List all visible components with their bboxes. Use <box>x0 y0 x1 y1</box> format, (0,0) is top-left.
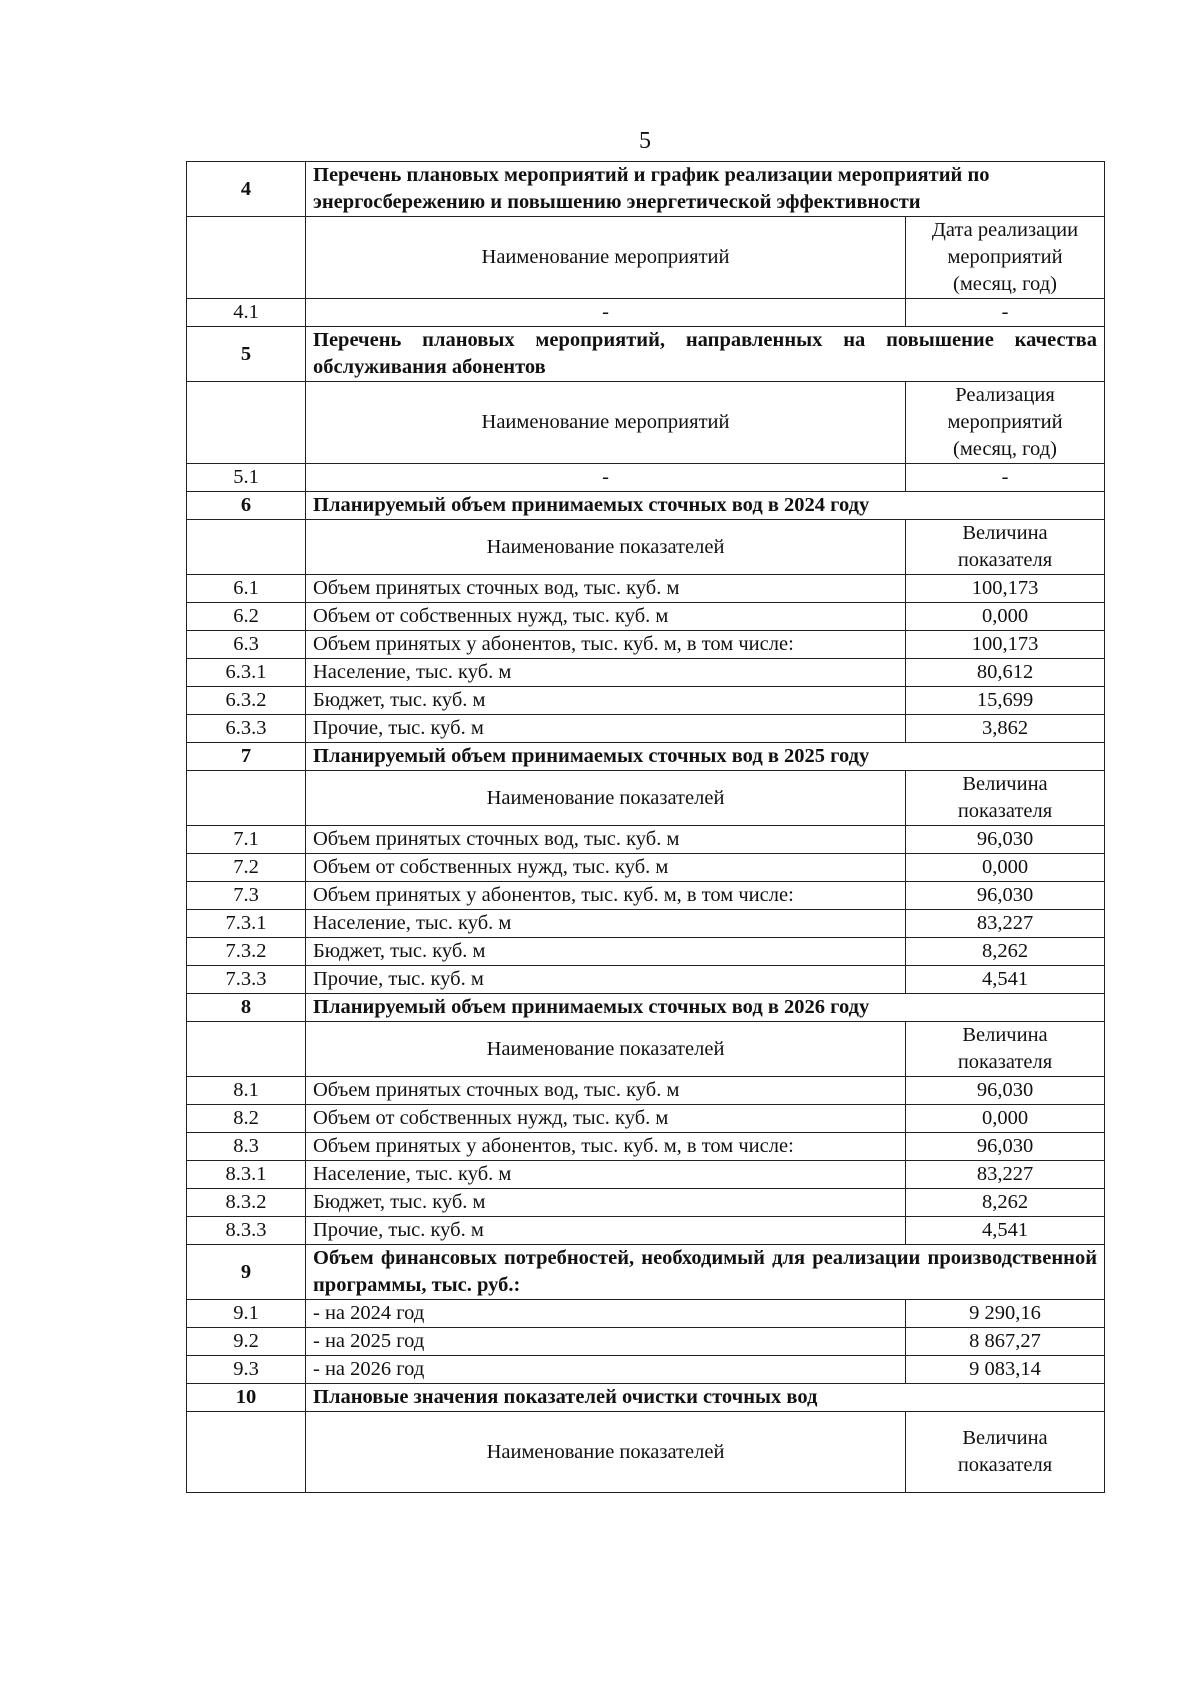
section-row <box>187 1245 1105 1300</box>
row-number: 6.2 <box>187 603 306 631</box>
section-title: Объем финансовых потребностей, необходимый для реализации производственной программы, тыс. руб.: <box>306 1245 1105 1300</box>
table-row <box>187 659 1105 687</box>
header-name-cell: Наименование показателей <box>306 1022 906 1077</box>
row-number: 4.1 <box>187 299 306 327</box>
row-name: Население, тыс. куб. м <box>306 659 906 687</box>
table-row <box>187 938 1105 966</box>
row-value: - <box>906 299 1105 327</box>
section-number: 7 <box>187 743 306 771</box>
header-value-cell: Реализация мероприятий (месяц, год) <box>906 382 1105 464</box>
header-number-cell <box>187 1022 306 1077</box>
header-name-cell: Наименование показателей <box>306 771 906 826</box>
row-number: 7.3.1 <box>187 910 306 938</box>
row-number: 8.3 <box>187 1133 306 1161</box>
table-row <box>187 1077 1105 1105</box>
section-title: Планируемый объем принимаемых сточных вод в 2024 году <box>306 492 1105 520</box>
section-row <box>187 743 1105 771</box>
section-title: Планируемый объем принимаемых сточных вод в 2025 году <box>306 743 1105 771</box>
table-row <box>187 631 1105 659</box>
section-number: 5 <box>187 327 306 382</box>
table-row <box>187 910 1105 938</box>
section-title: Плановые значения показателей очистки сточных вод <box>306 1384 1105 1412</box>
row-number: 7.2 <box>187 854 306 882</box>
row-value: 8 867,27 <box>906 1328 1105 1356</box>
section-number: 10 <box>187 1384 306 1412</box>
row-value: 0,000 <box>906 854 1105 882</box>
row-number: 8.3.3 <box>187 1217 306 1245</box>
row-value: 96,030 <box>906 882 1105 910</box>
row-value: 9 290,16 <box>906 1300 1105 1328</box>
section-row <box>187 492 1105 520</box>
row-name: Прочие, тыс. куб. м <box>306 715 906 743</box>
row-name: Объем от собственных нужд, тыс. куб. м <box>306 1105 906 1133</box>
header-number-cell <box>187 520 306 575</box>
header-value-cell: Величина показателя <box>906 771 1105 826</box>
row-name: Население, тыс. куб. м <box>306 910 906 938</box>
row-value: 83,227 <box>906 1161 1105 1189</box>
row-number: 7.3.2 <box>187 938 306 966</box>
row-number: 7.3 <box>187 882 306 910</box>
section-title: Планируемый объем принимаемых сточных вод в 2026 году <box>306 994 1105 1022</box>
row-value: 96,030 <box>906 1133 1105 1161</box>
row-value: 100,173 <box>906 575 1105 603</box>
row-number: 8.3.2 <box>187 1189 306 1217</box>
table-row <box>187 1105 1105 1133</box>
row-number: 6.3 <box>187 631 306 659</box>
table-row <box>187 715 1105 743</box>
row-name: Население, тыс. куб. м <box>306 1161 906 1189</box>
row-name: Объем от собственных нужд, тыс. куб. м <box>306 603 906 631</box>
table-row <box>187 854 1105 882</box>
row-name: - <box>306 299 906 327</box>
table-row <box>187 1133 1105 1161</box>
header-name-cell: Наименование показателей <box>306 1412 906 1493</box>
header-number-cell <box>187 217 306 299</box>
row-name: - на 2025 год <box>306 1328 906 1356</box>
row-name: Бюджет, тыс. куб. м <box>306 938 906 966</box>
table-header-row <box>187 1022 1105 1077</box>
header-value-cell: Величина показателя <box>906 1022 1105 1077</box>
row-name: Прочие, тыс. куб. м <box>306 966 906 994</box>
table-row <box>187 1300 1105 1328</box>
row-number: 6.3.3 <box>187 715 306 743</box>
row-number: 7.1 <box>187 826 306 854</box>
header-number-cell <box>187 771 306 826</box>
section-row <box>187 994 1105 1022</box>
table-row <box>187 603 1105 631</box>
header-name-cell: Наименование показателей <box>306 520 906 575</box>
row-number: 8.1 <box>187 1077 306 1105</box>
row-name: - <box>306 464 906 492</box>
row-number: 8.2 <box>187 1105 306 1133</box>
table-row <box>187 1356 1105 1384</box>
row-value: 0,000 <box>906 603 1105 631</box>
row-name: Объем принятых у абонентов, тыс. куб. м, в том числе: <box>306 882 906 910</box>
row-name: Объем принятых сточных вод, тыс. куб. м <box>306 826 906 854</box>
table-row <box>187 966 1105 994</box>
row-name: - на 2024 год <box>306 1300 906 1328</box>
row-number: 7.3.3 <box>187 966 306 994</box>
table-row <box>187 575 1105 603</box>
section-title: Перечень плановых мероприятий и график реализации мероприятий по энергосбережению и повышению энергетической эффективности <box>306 162 1105 217</box>
row-name: Объем принятых сточных вод, тыс. куб. м <box>306 1077 906 1105</box>
table-row <box>187 687 1105 715</box>
header-name-cell: Наименование мероприятий <box>306 217 906 299</box>
header-name-cell: Наименование мероприятий <box>306 382 906 464</box>
row-number: 9.3 <box>187 1356 306 1384</box>
table-row <box>187 1161 1105 1189</box>
section-number: 8 <box>187 994 306 1022</box>
row-name: Объем принятых у абонентов, тыс. куб. м, в том числе: <box>306 1133 906 1161</box>
section-number: 9 <box>187 1245 306 1300</box>
row-value: 15,699 <box>906 687 1105 715</box>
page-number: 5 <box>639 128 651 154</box>
row-name: Объем принятых у абонентов, тыс. куб. м, в том числе: <box>306 631 906 659</box>
header-number-cell <box>187 382 306 464</box>
row-number: 6.1 <box>187 575 306 603</box>
row-name: Объем принятых сточных вод, тыс. куб. м <box>306 575 906 603</box>
table-row <box>187 1217 1105 1245</box>
row-number: 6.3.1 <box>187 659 306 687</box>
table-row <box>187 299 1105 327</box>
program-table <box>186 161 1105 1493</box>
row-value: 8,262 <box>906 938 1105 966</box>
table-row <box>187 1328 1105 1356</box>
table-row <box>187 464 1105 492</box>
row-value: 3,862 <box>906 715 1105 743</box>
row-number: 9.2 <box>187 1328 306 1356</box>
row-value: 80,612 <box>906 659 1105 687</box>
header-number-cell <box>187 1412 306 1493</box>
row-value: 4,541 <box>906 966 1105 994</box>
row-value: 9 083,14 <box>906 1356 1105 1384</box>
section-title: Перечень плановых мероприятий, направленных на повышение качества обслуживания абонентов <box>306 327 1105 382</box>
table-row <box>187 882 1105 910</box>
row-number: 8.3.1 <box>187 1161 306 1189</box>
row-number: 5.1 <box>187 464 306 492</box>
table-header-row <box>187 217 1105 299</box>
row-value: 4,541 <box>906 1217 1105 1245</box>
row-name: Прочие, тыс. куб. м <box>306 1217 906 1245</box>
section-row <box>187 327 1105 382</box>
row-value: 100,173 <box>906 631 1105 659</box>
header-value-cell: Дата реализации мероприятий (месяц, год) <box>906 217 1105 299</box>
table-row <box>187 1189 1105 1217</box>
row-name: Бюджет, тыс. куб. м <box>306 687 906 715</box>
row-value: 83,227 <box>906 910 1105 938</box>
row-name: Бюджет, тыс. куб. м <box>306 1189 906 1217</box>
table-header-row <box>187 382 1105 464</box>
row-value: - <box>906 464 1105 492</box>
row-value: 0,000 <box>906 1105 1105 1133</box>
header-value-cell: Величина показателя <box>906 1412 1105 1493</box>
section-row <box>187 1384 1105 1412</box>
row-number: 6.3.2 <box>187 687 306 715</box>
table-row <box>187 826 1105 854</box>
row-value: 8,262 <box>906 1189 1105 1217</box>
row-value: 96,030 <box>906 826 1105 854</box>
section-number: 6 <box>187 492 306 520</box>
section-number: 4 <box>187 162 306 217</box>
section-row <box>187 162 1105 217</box>
row-name: Объем от собственных нужд, тыс. куб. м <box>306 854 906 882</box>
row-number: 9.1 <box>187 1300 306 1328</box>
row-name: - на 2026 год <box>306 1356 906 1384</box>
table-header-row <box>187 1412 1105 1493</box>
header-value-cell: Величина показателя <box>906 520 1105 575</box>
table-header-row <box>187 771 1105 826</box>
table-header-row <box>187 520 1105 575</box>
row-value: 96,030 <box>906 1077 1105 1105</box>
